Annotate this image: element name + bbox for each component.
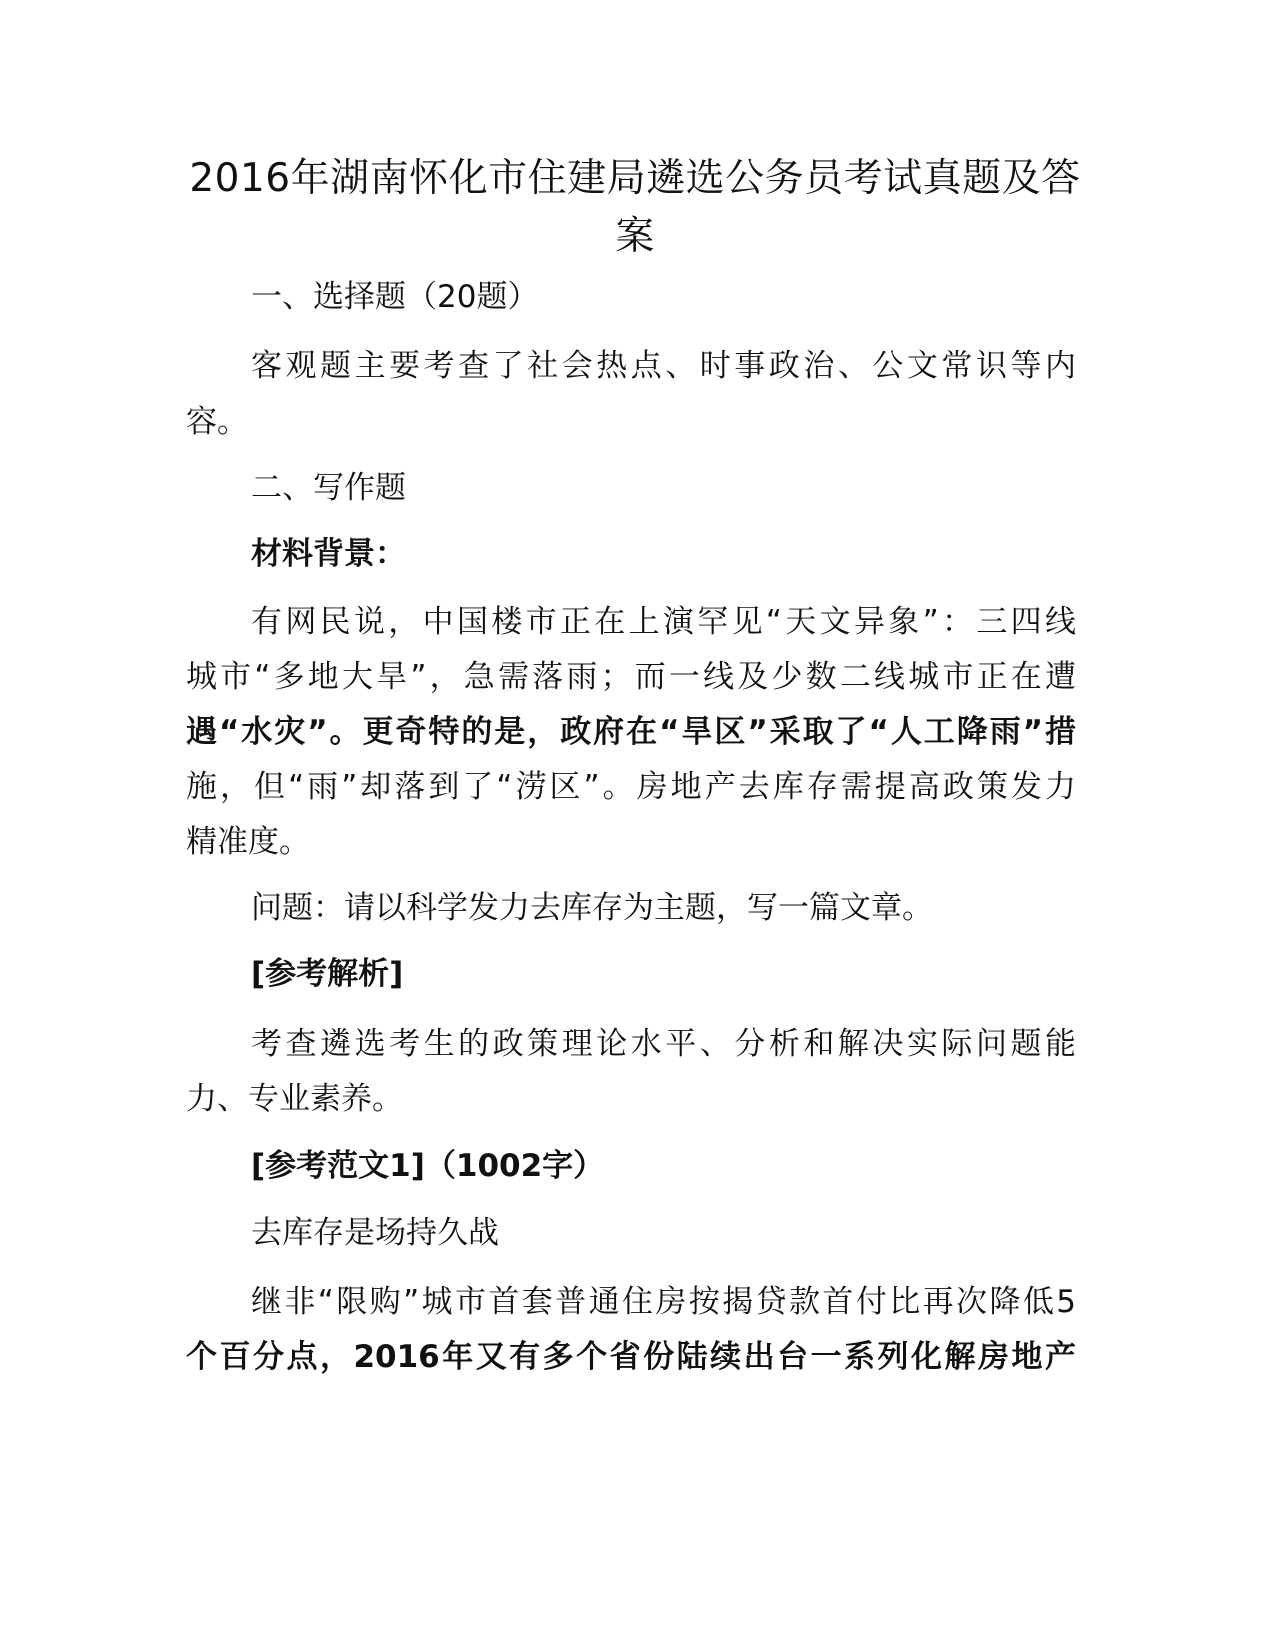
paragraph-line: 容。 [186,404,248,440]
paragraph-line: 施，但“雨”却落到了“涝区”。房地产去库存需提高政策发力 [186,769,1076,805]
paragraph-line: 个百分点，2016年又有多个省份陆续出台一系列化解房地产 [186,1339,1076,1375]
paragraph-line: 有网民说，中国楼市正在上演罕见“天文异象”：三四线 [251,604,1076,640]
paragraph-line: 继非“限购”城市首套普通住房按揭贷款首付比再次降低5 [251,1284,1076,1320]
sample-essay-title: 去库存是场持久战 [251,1215,499,1251]
document-title: 2016年湖南怀化市住建局遴选公务员考试真题及答案 [189,156,1081,259]
paragraph-line: 客观题主要考查了社会热点、时事政治、公文常识等内 [251,348,1076,384]
analysis-label: [参考解析] [251,956,404,992]
paragraph-line: 精准度。 [186,824,310,860]
question-text: 问题：请以科学发力去库存为主题，写一篇文章。 [251,890,933,926]
paragraph-line: 力、专业素养。 [186,1081,403,1117]
section-heading-writing: 二、写作题 [251,470,406,506]
paragraph-line: 考查遴选考生的政策理论水平、分析和解决实际问题能 [251,1026,1076,1062]
material-label: 材料背景： [251,536,406,572]
paragraph-line: 遇“水灾”。更奇特的是，政府在“旱区”采取了“人工降雨”措 [186,714,1076,750]
sample-essay-label: [参考范文1]（1002字） [251,1148,605,1184]
paragraph-line: 城市“多地大旱”，急需落雨；而一线及少数二线城市正在遭 [186,659,1076,695]
section-heading-choice: 一、选择题（20题） [251,279,539,315]
